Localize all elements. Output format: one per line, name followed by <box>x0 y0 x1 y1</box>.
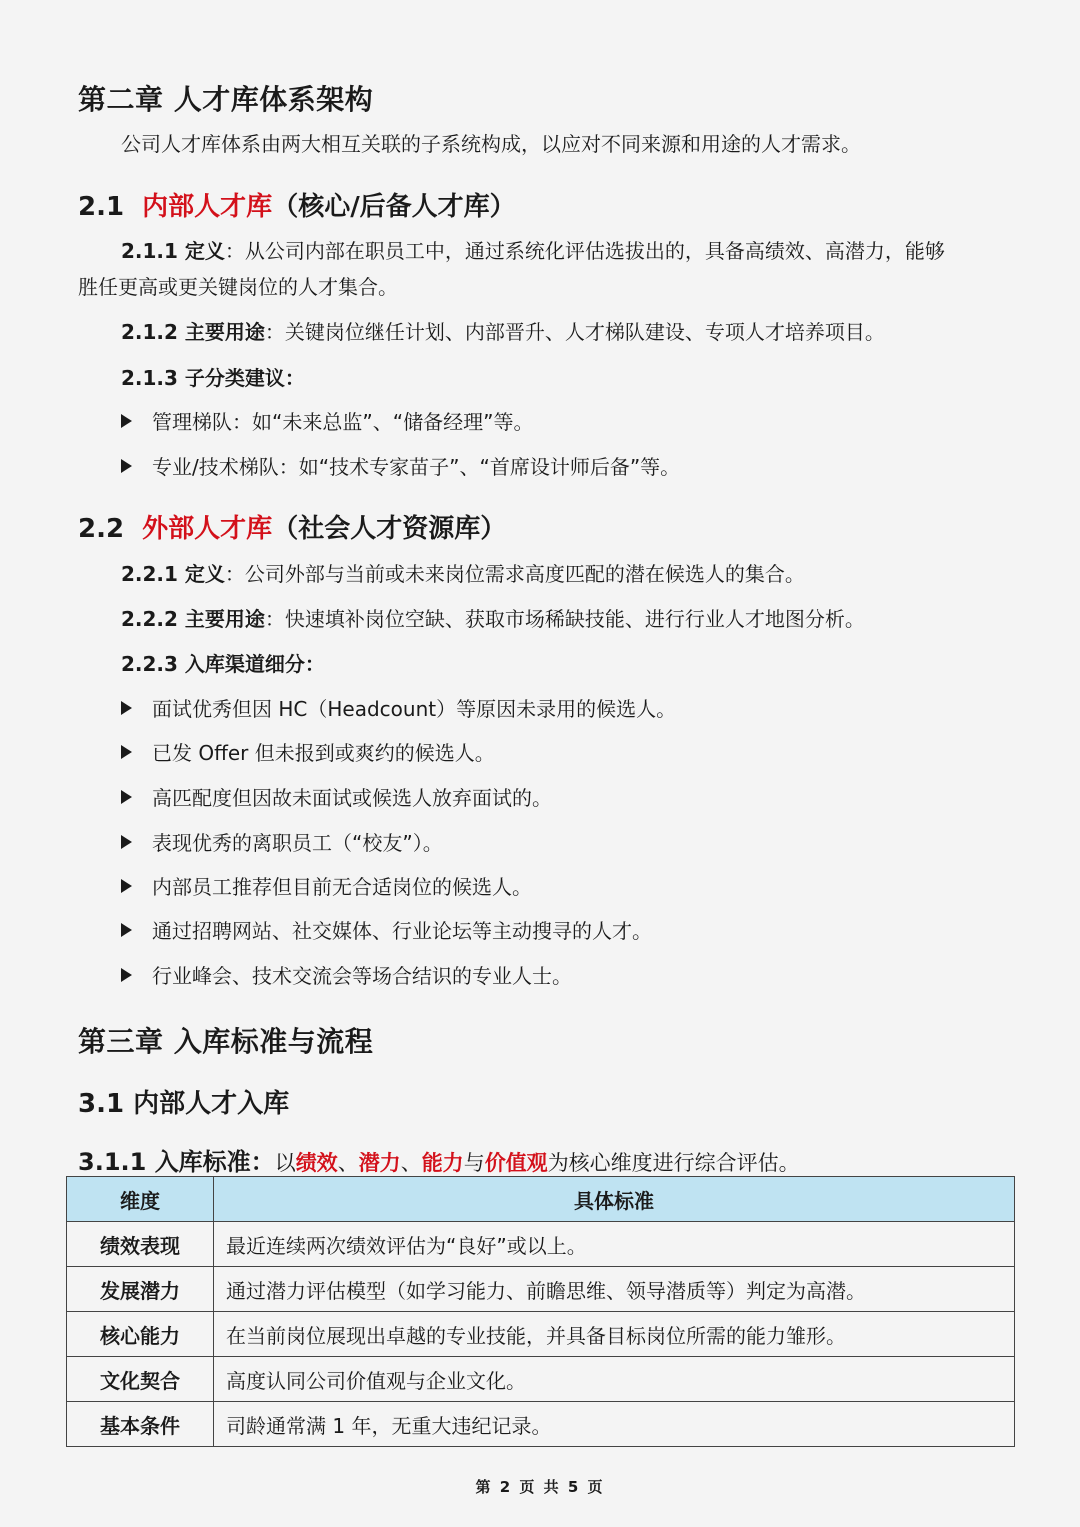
section-2-1-heading <box>78 186 516 223</box>
list-item: 面试优秀但因 HC（Headcount）等原因未录用的候选人。 <box>121 691 676 727</box>
use-label: 2.2.2 主要用途 <box>121 607 265 631</box>
standard-3-1-1-heading: 3.1.1 入库标准：以绩效、潜力、能力与价值观为核心维度进行综合评估。 <box>78 1148 800 1176</box>
triangle-bullet-icon <box>121 879 132 893</box>
header-dimension: 维度 <box>67 1177 214 1222</box>
cell-criteria: 司龄通常满 1 年，无重大违纪记录。 <box>214 1402 1015 1447</box>
cell-criteria: 在当前岗位展现出卓越的专业技能，并具备目标岗位所需的能力雏形。 <box>214 1312 1015 1357</box>
list-item: 管理梯队：如“未来总监”、“储备经理”等。 <box>121 404 533 440</box>
def-text: ：从公司内部在职员工中，通过系统化评估选拔出的，具备高绩效、高潜力，能够 <box>224 239 945 263</box>
def-text: ：公司外部与当前或未来岗位需求高度匹配的潜在候选人的集合。 <box>224 562 805 586</box>
triangle-bullet-icon <box>121 459 132 473</box>
table-row <box>67 1267 1015 1312</box>
triangle-bullet-icon <box>121 414 132 428</box>
standard-table <box>66 1176 1015 1447</box>
chapter-2-title: 第二章 人才库体系架构 <box>78 83 374 116</box>
keyword-values: 价值观 <box>484 1151 548 1175</box>
table-row <box>67 1357 1015 1402</box>
section-number: 2.1 <box>78 192 125 222</box>
cell-criteria: 最近连续两次绩效评估为“良好”或以上。 <box>214 1222 1015 1267</box>
header-criteria: 具体标准 <box>214 1177 1015 1222</box>
triangle-bullet-icon <box>121 701 132 715</box>
triangle-bullet-icon <box>121 923 132 937</box>
section-3-1-heading: 3.1 内部人才入库 <box>78 1089 290 1119</box>
def-2-2-1 <box>121 556 805 592</box>
list-item: 专业/技术梯队：如“技术专家苗子”、“首席设计师后备”等。 <box>121 449 680 485</box>
keyword-ability: 能力 <box>421 1151 464 1175</box>
cell-criteria: 通过潜力评估模型（如学习能力、前瞻思维、领导潜质等）判定为高潜。 <box>214 1267 1015 1312</box>
cell-criteria: 高度认同公司价值观与企业文化。 <box>214 1357 1015 1402</box>
list-item: 表现优秀的离职员工（“校友”）。 <box>121 825 443 861</box>
sub-2-1-3 <box>121 360 305 396</box>
section-2-2-heading <box>78 508 506 545</box>
table-row <box>67 1402 1015 1447</box>
section-number: 2.2 <box>78 514 125 544</box>
list-item: 通过招聘网站、社交媒体、行业论坛等主动搜寻的人才。 <box>121 913 652 949</box>
keyword-performance: 绩效 <box>295 1151 338 1175</box>
section-paren: （社会人才资源库） <box>272 514 507 544</box>
def-label: 2.1.1 定义 <box>121 239 225 263</box>
table-row <box>67 1222 1015 1267</box>
section-name: 内部人才库 <box>142 192 273 222</box>
list-item: 高匹配度但因故未面试或候选人放弃面试的。 <box>121 780 552 816</box>
sub-label: 2.1.3 子分类建议： <box>121 366 305 390</box>
channels-label: 2.2.3 入库渠道细分： <box>121 652 325 676</box>
cell-dimension: 文化契合 <box>67 1357 214 1402</box>
list-item: 内部员工推荐但目前无合适岗位的候选人。 <box>121 869 532 905</box>
def-2-1-1-cont: 胜任更高或更关键岗位的人才集合。 <box>78 275 398 299</box>
list-item: 行业峰会、技术交流会等场合结识的专业人士。 <box>121 958 572 994</box>
def-2-1-1 <box>121 233 945 269</box>
chapter-2-intro: 公司人才库体系由两大相互关联的子系统构成，以应对不同来源和用途的人才需求。 <box>121 132 861 156</box>
use-text: ：关键岗位继任计划、内部晋升、人才梯队建设、专项人才培养项目。 <box>264 320 885 344</box>
keyword-potential: 潜力 <box>358 1151 401 1175</box>
page-footer: 第 2 页 共 5 页 <box>475 1478 605 1496</box>
use-2-1-2 <box>121 314 885 350</box>
cell-dimension: 绩效表现 <box>67 1222 214 1267</box>
use-label: 2.1.2 主要用途 <box>121 320 265 344</box>
def-label: 2.2.1 定义 <box>121 562 225 586</box>
triangle-bullet-icon <box>121 745 132 759</box>
use-text: ：快速填补岗位空缺、获取市场稀缺技能、进行行业人才地图分析。 <box>264 607 865 631</box>
cell-dimension: 基本条件 <box>67 1402 214 1447</box>
triangle-bullet-icon <box>121 790 132 804</box>
list-item: 已发 Offer 但未报到或爽约的候选人。 <box>121 735 495 771</box>
chapter-3-title: 第三章 入库标准与流程 <box>78 1025 374 1058</box>
table-row <box>67 1312 1015 1357</box>
use-2-2-2 <box>121 601 865 637</box>
section-name: 外部人才库 <box>142 514 273 544</box>
section-paren: （核心/后备人才库） <box>272 192 516 222</box>
standard-label: 3.1.1 入库标准： <box>78 1148 275 1176</box>
channels-2-2-3 <box>121 646 325 682</box>
table-header-row <box>67 1177 1015 1222</box>
cell-dimension: 核心能力 <box>67 1312 214 1357</box>
triangle-bullet-icon <box>121 968 132 982</box>
triangle-bullet-icon <box>121 835 132 849</box>
cell-dimension: 发展潜力 <box>67 1267 214 1312</box>
